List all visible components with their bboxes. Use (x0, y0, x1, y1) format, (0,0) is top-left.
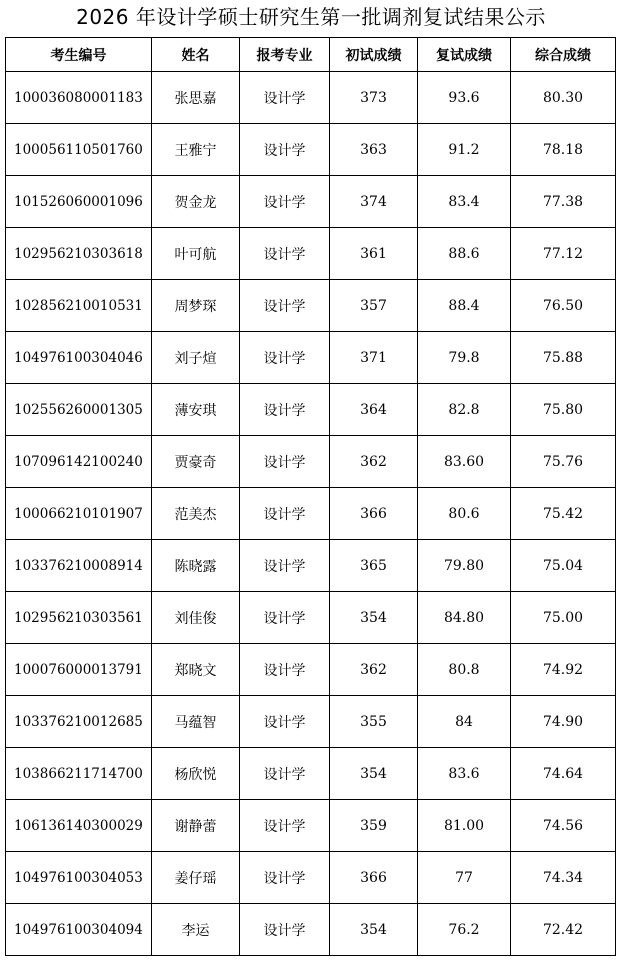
initial-score-cell: 363 (330, 124, 418, 176)
initial-score-cell: 374 (330, 176, 418, 228)
major-cell: 设计学 (240, 72, 330, 124)
table-row (6, 904, 616, 956)
major-cell: 设计学 (240, 436, 330, 488)
major-cell: 设计学 (240, 124, 330, 176)
initial-score-cell: 364 (330, 384, 418, 436)
name-cell: 郑晓文 (152, 644, 240, 696)
retest-score-cell: 79.80 (418, 540, 511, 592)
major-cell: 设计学 (240, 904, 330, 956)
table-body (6, 72, 616, 956)
retest-score-cell: 81.00 (418, 800, 511, 852)
major-cell: 设计学 (240, 228, 330, 280)
total-score-cell: 80.30 (511, 72, 616, 124)
table-row (6, 800, 616, 852)
name-cell: 范美杰 (152, 488, 240, 540)
retest-score-cell: 82.8 (418, 384, 511, 436)
name-cell: 杨欣悦 (152, 748, 240, 800)
total-score-cell: 74.56 (511, 800, 616, 852)
name-cell: 张思嘉 (152, 72, 240, 124)
candidate-id-cell: 100066210101907 (6, 488, 152, 540)
name-cell: 马蕴智 (152, 696, 240, 748)
name-cell: 姜仔瑶 (152, 852, 240, 904)
total-score-cell: 75.04 (511, 540, 616, 592)
header-candidate-id: 考生编号 (6, 38, 152, 72)
name-cell: 叶可航 (152, 228, 240, 280)
header-major: 报考专业 (240, 38, 330, 72)
results-table (5, 37, 616, 956)
table-row (6, 332, 616, 384)
retest-score-cell: 84.80 (418, 592, 511, 644)
total-score-cell: 77.38 (511, 176, 616, 228)
major-cell: 设计学 (240, 332, 330, 384)
total-score-cell: 75.88 (511, 332, 616, 384)
name-cell: 陈晓露 (152, 540, 240, 592)
total-score-cell: 75.00 (511, 592, 616, 644)
total-score-cell: 74.92 (511, 644, 616, 696)
initial-score-cell: 361 (330, 228, 418, 280)
candidate-id-cell: 104976100304046 (6, 332, 152, 384)
name-cell: 贾豪奇 (152, 436, 240, 488)
total-score-cell: 74.34 (511, 852, 616, 904)
major-cell: 设计学 (240, 384, 330, 436)
retest-score-cell: 77 (418, 852, 511, 904)
name-cell: 李运 (152, 904, 240, 956)
initial-score-cell: 354 (330, 904, 418, 956)
major-cell: 设计学 (240, 540, 330, 592)
name-cell: 刘佳俊 (152, 592, 240, 644)
table-row (6, 176, 616, 228)
initial-score-cell: 365 (330, 540, 418, 592)
candidate-id-cell: 102956210303618 (6, 228, 152, 280)
retest-score-cell: 88.6 (418, 228, 511, 280)
retest-score-cell: 83.4 (418, 176, 511, 228)
candidate-id-cell: 100036080001183 (6, 72, 152, 124)
candidate-id-cell: 106136140300029 (6, 800, 152, 852)
header-row (6, 38, 616, 72)
retest-score-cell: 79.8 (418, 332, 511, 384)
candidate-id-cell: 104976100304053 (6, 852, 152, 904)
total-score-cell: 76.50 (511, 280, 616, 332)
major-cell: 设计学 (240, 748, 330, 800)
table-row (6, 228, 616, 280)
retest-score-cell: 93.6 (418, 72, 511, 124)
initial-score-cell: 362 (330, 644, 418, 696)
major-cell: 设计学 (240, 696, 330, 748)
candidate-id-cell: 103376210008914 (6, 540, 152, 592)
header-initial-score: 初试成绩 (330, 38, 418, 72)
table-row (6, 696, 616, 748)
table-row (6, 540, 616, 592)
total-score-cell: 77.12 (511, 228, 616, 280)
table-row (6, 384, 616, 436)
major-cell: 设计学 (240, 852, 330, 904)
initial-score-cell: 354 (330, 748, 418, 800)
table-row (6, 436, 616, 488)
name-cell: 刘子煊 (152, 332, 240, 384)
candidate-id-cell: 102556260001305 (6, 384, 152, 436)
retest-score-cell: 80.6 (418, 488, 511, 540)
name-cell: 谢静蕾 (152, 800, 240, 852)
initial-score-cell: 366 (330, 852, 418, 904)
candidate-id-cell: 104976100304094 (6, 904, 152, 956)
major-cell: 设计学 (240, 800, 330, 852)
name-cell: 周梦琛 (152, 280, 240, 332)
candidate-id-cell: 101526060001096 (6, 176, 152, 228)
table-row (6, 852, 616, 904)
header-total-score: 综合成绩 (511, 38, 616, 72)
candidate-id-cell: 102956210303561 (6, 592, 152, 644)
header-name: 姓名 (152, 38, 240, 72)
table-row (6, 748, 616, 800)
initial-score-cell: 355 (330, 696, 418, 748)
candidate-id-cell: 100076000013791 (6, 644, 152, 696)
name-cell: 王雅宁 (152, 124, 240, 176)
total-score-cell: 75.80 (511, 384, 616, 436)
retest-score-cell: 80.8 (418, 644, 511, 696)
major-cell: 设计学 (240, 592, 330, 644)
candidate-id-cell: 103866211714700 (6, 748, 152, 800)
page-title: 2026 年设计学硕士研究生第一批调剂复试结果公示 (76, 5, 546, 29)
name-cell: 薄安琪 (152, 384, 240, 436)
table-row (6, 280, 616, 332)
candidate-id-cell: 103376210012685 (6, 696, 152, 748)
table-row (6, 488, 616, 540)
candidate-id-cell: 102856210010531 (6, 280, 152, 332)
candidate-id-cell: 100056110501760 (6, 124, 152, 176)
total-score-cell: 75.76 (511, 436, 616, 488)
total-score-cell: 72.42 (511, 904, 616, 956)
retest-score-cell: 83.60 (418, 436, 511, 488)
candidate-id-cell: 107096142100240 (6, 436, 152, 488)
total-score-cell: 78.18 (511, 124, 616, 176)
table-header (6, 38, 616, 72)
total-score-cell: 74.90 (511, 696, 616, 748)
table-row (6, 592, 616, 644)
table-row (6, 644, 616, 696)
major-cell: 设计学 (240, 176, 330, 228)
initial-score-cell: 359 (330, 800, 418, 852)
retest-score-cell: 84 (418, 696, 511, 748)
total-score-cell: 75.42 (511, 488, 616, 540)
initial-score-cell: 354 (330, 592, 418, 644)
major-cell: 设计学 (240, 280, 330, 332)
initial-score-cell: 357 (330, 280, 418, 332)
retest-score-cell: 91.2 (418, 124, 511, 176)
major-cell: 设计学 (240, 644, 330, 696)
header-retest-score: 复试成绩 (418, 38, 511, 72)
initial-score-cell: 373 (330, 72, 418, 124)
major-cell: 设计学 (240, 488, 330, 540)
retest-score-cell: 88.4 (418, 280, 511, 332)
table-row (6, 72, 616, 124)
initial-score-cell: 371 (330, 332, 418, 384)
initial-score-cell: 362 (330, 436, 418, 488)
total-score-cell: 74.64 (511, 748, 616, 800)
name-cell: 贺金龙 (152, 176, 240, 228)
initial-score-cell: 366 (330, 488, 418, 540)
retest-score-cell: 83.6 (418, 748, 511, 800)
table-row (6, 124, 616, 176)
retest-score-cell: 76.2 (418, 904, 511, 956)
